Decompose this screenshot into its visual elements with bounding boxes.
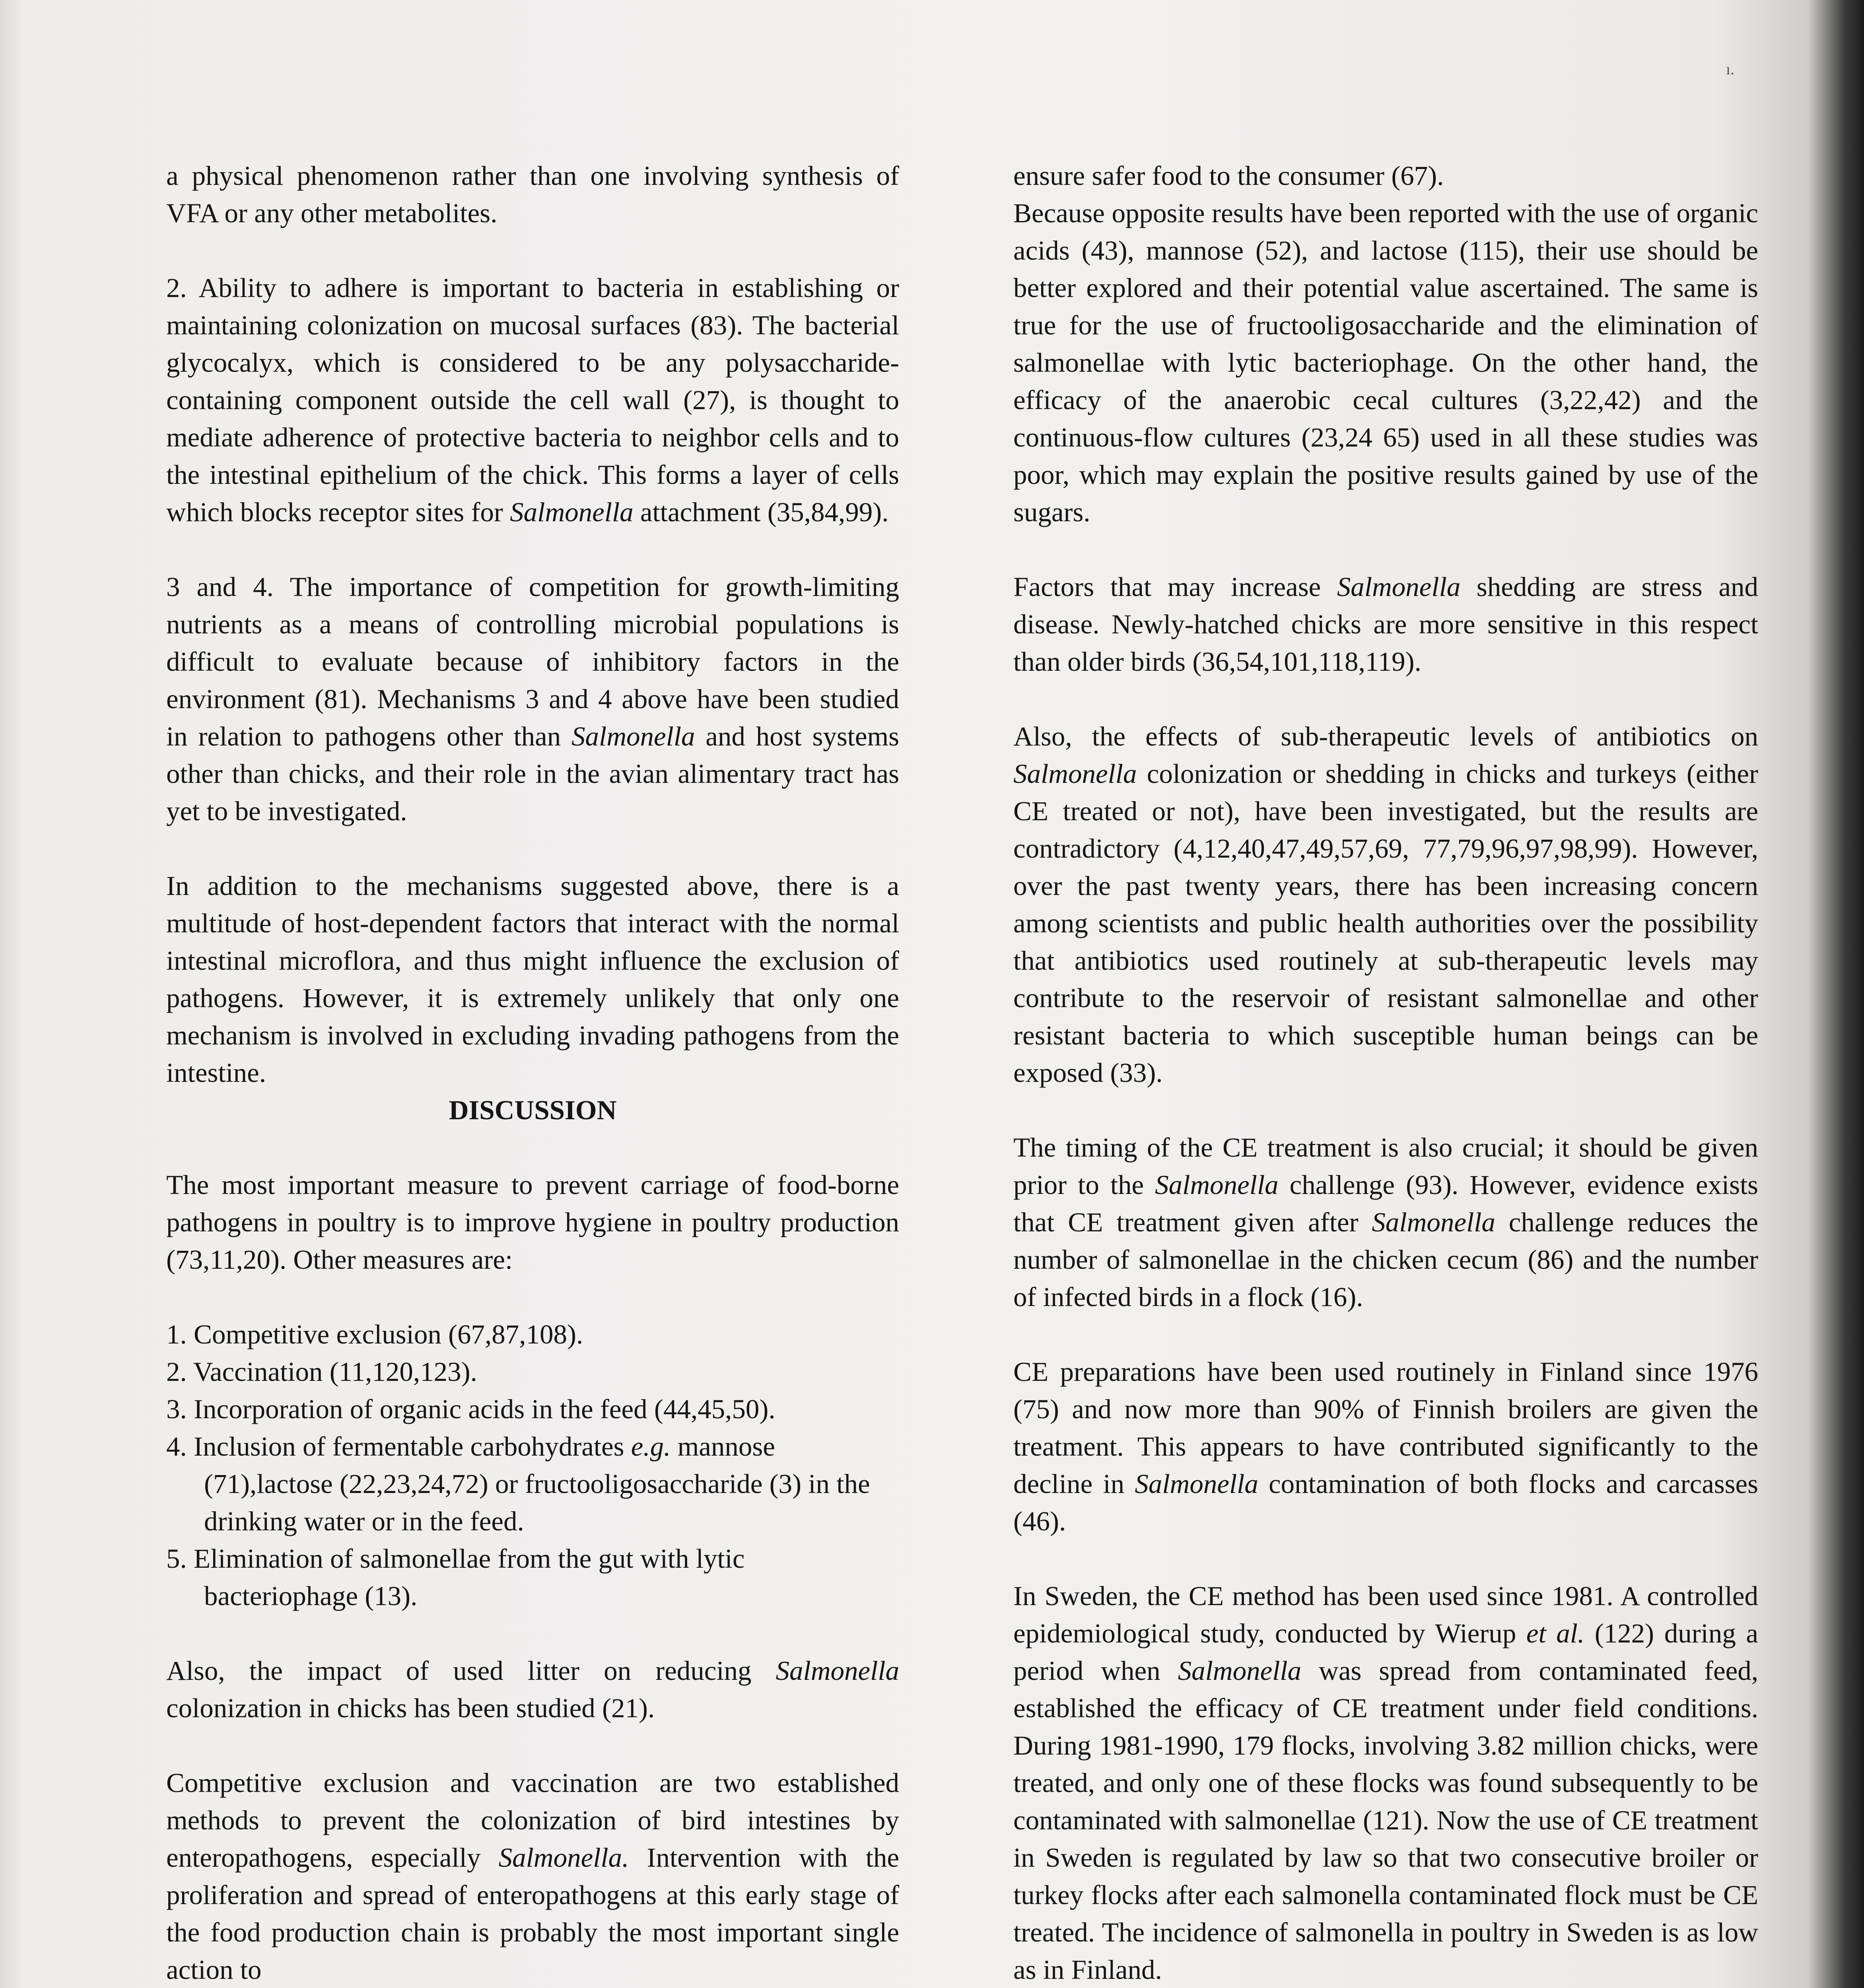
paragraph: Competitive exclusion and vaccination are two established methods to prevent the colonization of bird intestines by enteropathogens, especially Salmonella. Intervention with the proliferation and spread of enteropathogens at this early stage of the food production chain is probably the most important single action to xyxy=(166,1768,899,1985)
list-item: 1. Competitive exclusion (67,87,108). xyxy=(166,1319,583,1349)
paragraph: ensure safer food to the consumer (67). xyxy=(1013,161,1444,191)
paragraph: The timing of the CE treatment is also crucial; it should be given prior to the Salmonella challenge (93). However, evidence exists that CE treatment given after Salmonella challenge reduces the number of salmonellae in the chicken cecum (86) and the number of infected birds in a flock (16). xyxy=(1013,1132,1758,1312)
paragraph: In Sweden, the CE method has been used since 1981. A controlled epidemiological study, conducted by Wierup et al. (122) during a period when Salmonella was spread from contaminated feed, established the efficacy of CE treatment under field conditions. During 1981-1990, 179 flocks, involving 3.82 million chicks, were treated, and only one of these flocks was found subsequently to be contaminated with salmonellae (121). Now the use of CE treatment in Sweden is regulated by law so that two consecutive broiler or turkey flocks after each salmonella contaminated flock must be CE treated. The incidence of salmonella in poultry in Sweden is as low as in Finland. xyxy=(1013,1581,1758,1985)
list-item: 2. Vaccination (11,120,123). xyxy=(166,1357,477,1387)
measures-list xyxy=(166,1316,899,1615)
list-item: 3. Incorporation of organic acids in the feed (44,45,50). xyxy=(166,1394,776,1424)
paragraph: The most important measure to prevent carriage of food-borne pathogens in poultry is to improve hygiene in poultry production (73,11,20). Other measures are: xyxy=(166,1170,899,1275)
paragraph: Also, the impact of used litter on reducing Salmonella colonization in chicks has been studied (21). xyxy=(166,1656,899,1723)
paragraph: Factors that may increase Salmonella shedding are stress and disease. Newly-hatched chicks are more sensitive in this respect than older birds (36,54,101,118,119). xyxy=(1013,572,1758,677)
left-column xyxy=(166,157,899,1988)
section-heading: DISCUSSION xyxy=(449,1095,617,1125)
paragraph: 2. Ability to adhere is important to bacteria in establishing or maintaining colonization on mucosal surfaces (83). The bacterial glycocalyx, which is considered to be any polysaccharide-containing component outside the cell wall (27), is thought to mediate adherence of protective bacteria to neighbor cells and to the intestinal epithelium of the chick. This forms a layer of cells which blocks receptor sites for Salmonella attachment (35,84,99). xyxy=(166,273,899,527)
scan-mark: ı. xyxy=(1726,60,1735,78)
paragraph: CE preparations have been used routinely in Finland since 1976 (75) and now more than 90% of Finnish broilers are given the treatment. This appears to have contributed significantly to the decline in Salmonella contamination of both flocks and carcasses (46). xyxy=(1013,1357,1758,1536)
paragraph: a physical phenomenon rather than one involving synthesis of VFA or any other metabolites. xyxy=(166,161,899,228)
paragraph: 3 and 4. The importance of competition for growth-limiting nutrients as a means of controlling microbial populations is difficult to evaluate because of inhibitory factors in the environment (81). Mechanisms 3 and 4 above have been studied in relation to pathogens other than Salmonella and host systems other than chicks, and their role in the avian alimentary tract has yet to be investigated. xyxy=(166,572,899,826)
list-item: 5. Elimination of salmonellae from the gut with lytic bacteriophage (13). xyxy=(166,1543,745,1611)
list-item: 4. Inclusion of fermentable carbohydrates e.g. mannose (71),lactose (22,23,24,72) or fructooligosaccharide (3) in the drinking water or in the feed. xyxy=(166,1431,870,1536)
paragraph: Because opposite results have been reported with the use of organic acids (43), mannose (52), and lactose (115), their use should be better explored and their potential value ascertained. The same is true for the use of fructooligosaccharide and the elimination of salmonellae with lytic bacteriophage. On the other hand, the efficacy of the anaerobic cecal cultures (3,22,42) and the continuous-flow cultures (23,24 65) used in all these studies was poor, which may explain the positive results gained by use of the sugars. xyxy=(1013,198,1758,527)
right-column xyxy=(1013,157,1758,1988)
paragraph: Also, the effects of sub-therapeutic levels of antibiotics on Salmonella colonization or shedding in chicks and turkeys (either CE treated or not), have been investigated, but the results are contradictory (4,12,40,47,49,57,69, 77,79,96,97,98,99). However, over the past twenty years, there has been increasing concern among scientists and public health authorities over the possibility that antibiotics used routinely at sub-therapeutic levels may contribute to the reservoir of resistant salmonellae and other resistant bacteria to which susceptible human beings can be exposed (33). xyxy=(1013,721,1758,1088)
paragraph: In addition to the mechanisms suggested above, there is a multitude of host-dependent factors that interact with the normal intestinal microflora, and thus might influence the exclusion of pathogens. However, it is extremely unlikely that only one mechanism is involved in excluding invading pathogens from the intestine. xyxy=(166,871,899,1088)
